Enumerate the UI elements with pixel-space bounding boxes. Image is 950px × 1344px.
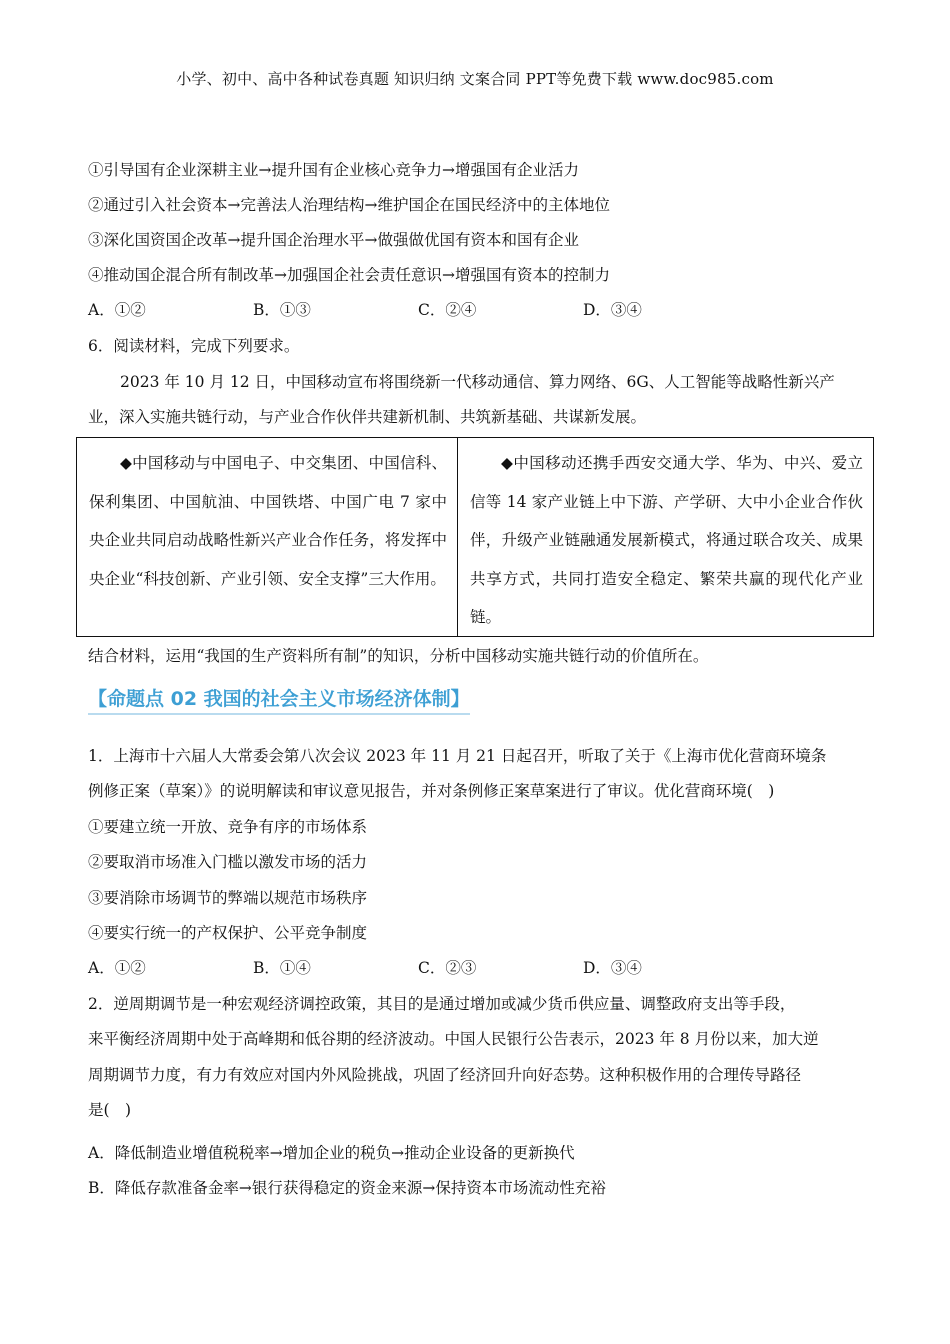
s1-option-b: B．①④ [253, 959, 311, 977]
q6-table-cell-left [77, 438, 458, 636]
q5-item-3: ③深化国资国企改革→提升国企治理水平→做强做优国有资本和国有企业 [88, 231, 579, 249]
s1-option-d: D．③④ [583, 959, 642, 977]
s2-stem-line-3: 周期调节力度，有力有效应对国内外风险挑战，巩固了经济回升向好态势。这种积极作用的合理传导路径 [88, 1066, 802, 1084]
q5-option-c: C．②④ [418, 301, 477, 319]
s2-option-a: A．降低制造业增值税税率→增加企业的税负→推动企业设备的更新换代 [88, 1144, 575, 1162]
s1-item-1: ①要建立统一开放、竞争有序的市场体系 [88, 818, 368, 836]
s2-stem-line-1: 2．逆周期调节是一种宏观经济调控政策，其目的是通过增加或减少货币供应量、调整政府支出等手段， [88, 995, 796, 1013]
section-title: 【命题点 02 我国的社会主义市场经济体制】 [88, 684, 470, 715]
s2-stem-line-4: 是( ) [88, 1101, 132, 1119]
q5-option-a: A．①② [88, 301, 146, 319]
s1-stem-line-2: 例修正案（草案）》的说明解读和审议意见报告，并对条例修正案草案进行了审议。优化营商环境( ) [88, 782, 775, 800]
q5-option-d: D．③④ [583, 301, 642, 319]
q6-table-left-text: ◆中国移动与中国电子、中交集团、中国信科、保利集团、中国航油、中国铁塔、中国广电 7 家中央企业共同启动战略性新兴产业合作任务，将发挥中央企业“科技创新、产业引领、安全支撑”三大作用。 [89, 454, 447, 588]
q6-material-line-2: 业，深入实施共链行动，与产业合作伙伴共建新机制、共筑新基础、共谋新发展。 [88, 408, 647, 426]
s1-stem-line-1: 1．上海市十六届人大常委会第八次会议 2023 年 11 月 21 日起召开，听取了关于《上海市优化营商环境条 [88, 747, 827, 765]
q5-item-2: ②通过引入社会资本→完善法人治理结构→维护国企在国民经济中的主体地位 [88, 196, 610, 214]
s2-stem-line-2: 来平衡经济周期中处于高峰期和低谷期的经济波动。中国人民银行公告表示，2023 年 8 月份以来，加大逆 [88, 1030, 819, 1048]
q6-material-line-1: 2023 年 10 月 12 日，中国移动宣布将围绕新一代移动通信、算力网络、6G、人工智能等战略性新兴产 [120, 373, 835, 391]
q5-item-1: ①引导国有企业深耕主业→提升国有企业核心竞争力→增强国有企业活力 [88, 161, 579, 179]
s1-item-4: ④要实行统一的产权保护、公平竞争制度 [88, 924, 368, 942]
q6-table-cell-right [458, 438, 873, 636]
q5-item-4: ④推动国企混合所有制改革→加强国企社会责任意识→增强国有资本的控制力 [88, 266, 610, 284]
s1-option-c: C．②③ [418, 959, 477, 977]
q6-material-table [76, 437, 874, 637]
s1-item-3: ③要消除市场调节的弊端以规范市场秩序 [88, 889, 368, 907]
s1-item-2: ②要取消市场准入门槛以激发市场的活力 [88, 853, 368, 871]
s2-option-b: B．降低存款准备金率→银行获得稳定的资金来源→保持资本市场流动性充裕 [88, 1179, 606, 1197]
s1-option-a: A．①② [88, 959, 146, 977]
page-header: 小学、初中、高中各种试卷真题 知识归纳 文案合同 PPT等免费下载 www.doc985.com [176, 70, 774, 88]
q5-option-b: B．①③ [253, 301, 311, 319]
q6-question: 结合材料，运用“我国的生产资料所有制”的知识，分析中国移动实施共链行动的价值所在。 [88, 647, 709, 665]
q6-stem: 6．阅读材料，完成下列要求。 [88, 337, 300, 355]
q6-table-right-text: ◆中国移动还携手西安交通大学、华为、中兴、爱立信等 14 家产业链上中下游、产学研、大中小企业合作伙伴，升级产业链融通发展新模式，将通过联合攻关、成果共享方式，共同打造安全稳定、繁荣共赢的现代化产业链。 [470, 454, 863, 626]
